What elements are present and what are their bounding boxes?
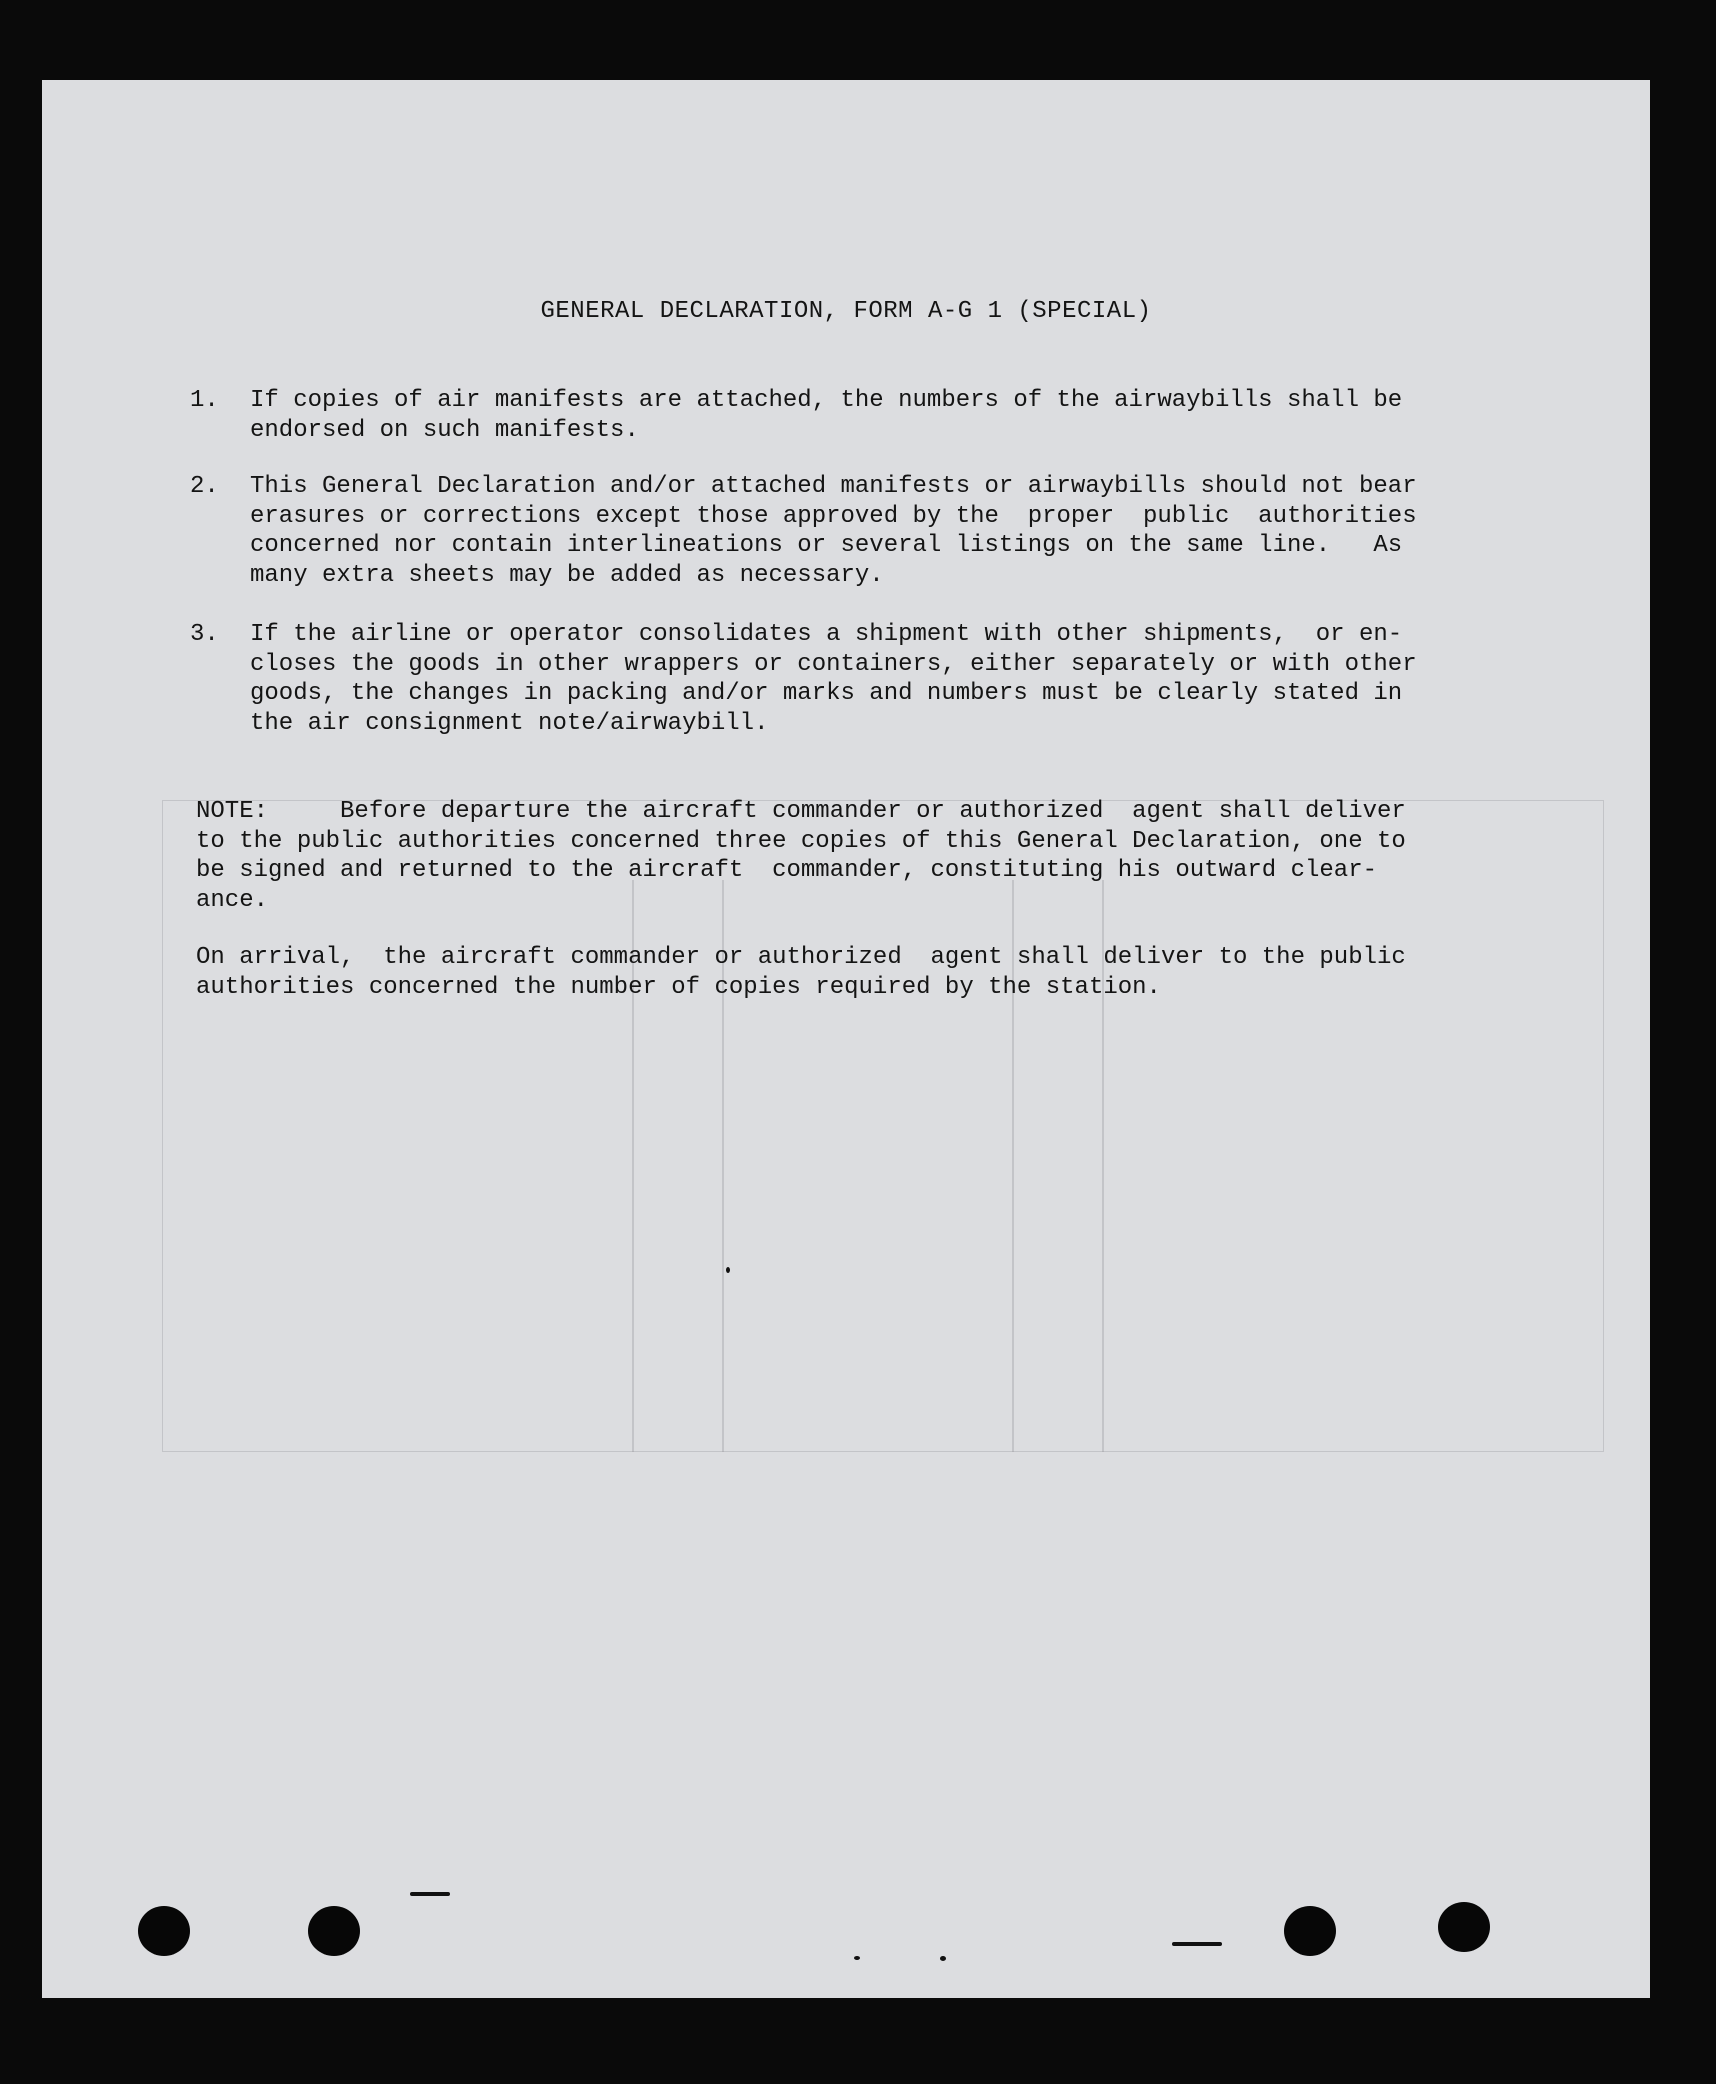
item-text [250,386,1590,445]
item-text [250,472,1590,590]
item-line: erasures or corrections except those approved by the proper public authorities [250,502,1417,530]
note-paragraph [196,797,1566,915]
instruction-item [190,620,1590,738]
document-page [42,80,1650,1998]
arrival-paragraph [196,943,1566,1002]
ink-speck [410,1892,450,1896]
instruction-item [190,472,1590,590]
ink-speck [726,1267,730,1273]
punch-hole [1284,1906,1336,1956]
item-line: If copies of air manifests are attached, the numbers of the airwaybills shall be [250,387,1403,414]
punch-hole [1438,1902,1490,1952]
item-number: 1. [190,387,219,414]
note-line: to the public authorities concerned three copies of this General Declaration, one to [196,827,1406,855]
item-number: 3. [190,621,219,648]
item-line: many extra sheets may be added as necessary. [250,561,884,589]
page-title: GENERAL DECLARATION, FORM A-G 1 (SPECIAL) [540,298,1152,325]
item-line: concerned nor contain interlineations or several listings on the same line. As [250,532,1403,559]
item-line: This General Declaration and/or attached manifests or airwaybills should not bear [250,473,1417,500]
note-line: NOTE: Before departure the aircraft commander or authorized agent shall deliver [196,798,1406,825]
item-line: closes the goods in other wrappers or containers, either separately or with other [250,650,1417,678]
note-line: ance. [196,886,269,914]
item-number: 2. [190,473,219,500]
punch-hole [308,1906,360,1956]
ink-speck [1172,1942,1222,1946]
item-line: the air consignment note/airwaybill. [250,709,769,737]
item-line: If the airline or operator consolidates a shipment with other shipments, or en- [250,621,1403,648]
arrival-line: authorities concerned the number of copies required by the station. [196,973,1161,1001]
ink-speck [940,1956,946,1961]
item-line: endorsed on such manifests. [250,416,639,444]
punch-hole [138,1906,190,1956]
arrival-line: On arrival, the aircraft commander or authorized agent shall deliver to the public [196,944,1406,971]
note-line: be signed and returned to the aircraft commander, constituting his outward clear- [196,857,1377,884]
ink-speck [854,1956,860,1960]
instruction-item [190,386,1590,445]
item-text [250,620,1590,738]
item-line: goods, the changes in packing and/or marks and numbers must be clearly stated in [250,680,1403,707]
